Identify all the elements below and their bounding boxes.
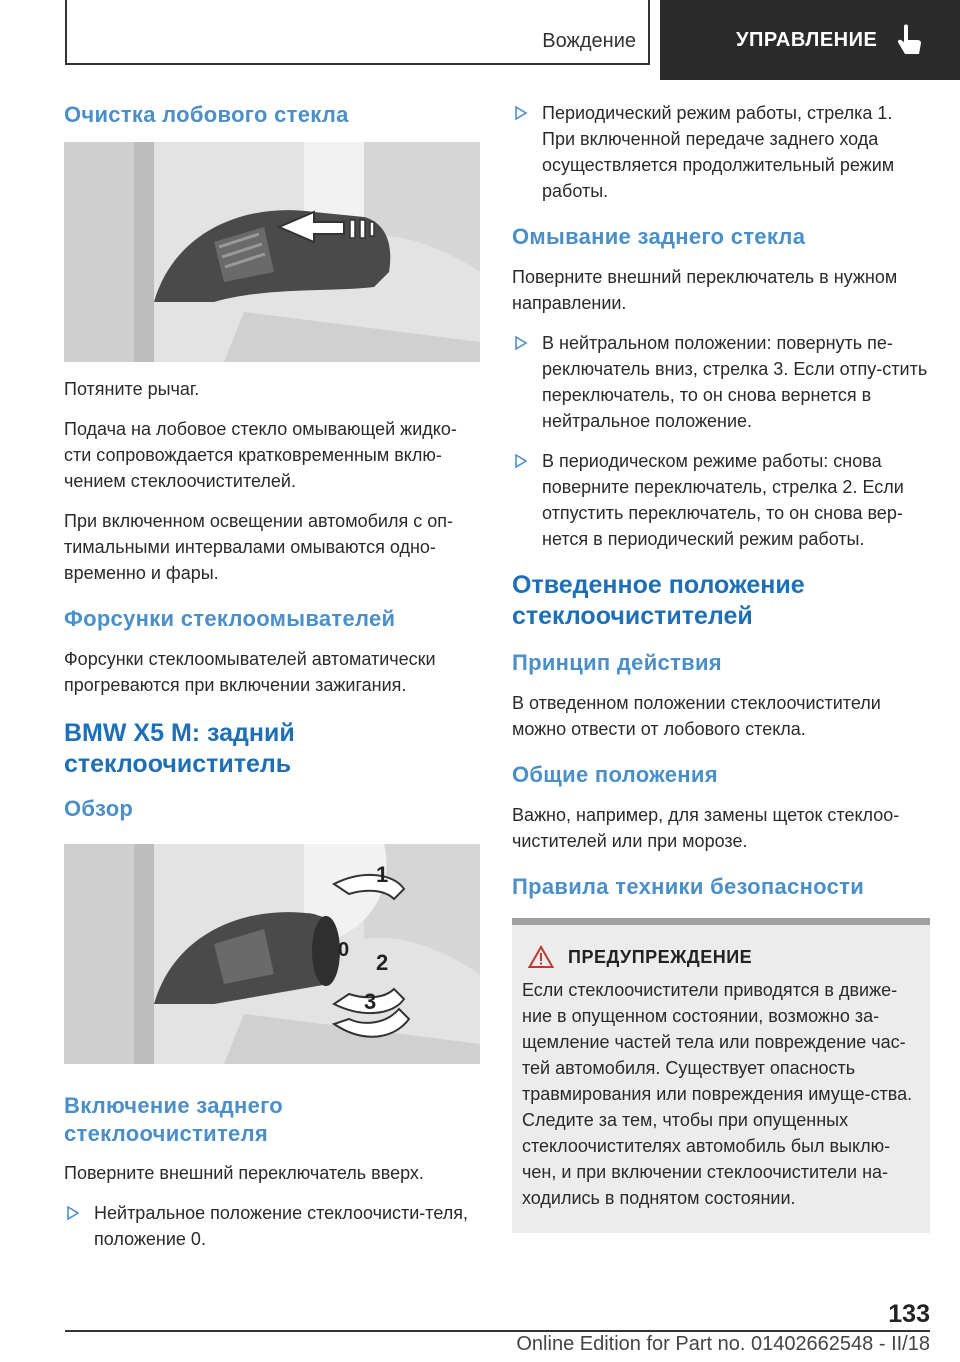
triangle-bullet-icon — [514, 454, 528, 468]
chapter-title: Вождение — [542, 30, 636, 52]
heading-rear-wiper: BMW X5 M: задний стеклоочиститель — [64, 719, 295, 778]
paragraph-pull-lever: Потяните рычаг. — [64, 379, 200, 399]
paragraph-general: Важно, например, для замены щеток стеклоо-чистителей или при морозе. — [512, 805, 900, 851]
heading-windshield-cleaning: Очистка лобового стекла — [64, 102, 349, 127]
paragraph-washer-fluid: Подача на лобовое стекло омывающей жидко-сти сопровождается кратковременным вклю-чением стеклоочистителей. — [64, 419, 457, 491]
paragraph-turn-up: Поверните внешний переключатель вверх. — [64, 1163, 424, 1183]
section-tab-label: УПРАВЛЕНИЕ — [736, 29, 878, 51]
heading-principle: Принцип действия — [512, 650, 722, 675]
bullet-neutral-position: Нейтральное положение стеклоочисти-теля, положение 0. — [64, 1200, 482, 1252]
bullet-intermittent-mode: Периодический режим работы, стрелка 1. При включенной передаче заднего хода осуществляется продолжительный режим работы. — [512, 100, 930, 204]
heading-overview: Обзор — [64, 796, 134, 821]
section-tab — [660, 0, 960, 80]
heading-folded-position: Отведенное положение стеклоочистителей — [512, 571, 805, 630]
warning-text: Если стеклоочистители приводятся в движе-ние в опущенном состоянии, возможно за-щемление частей тела или повреждение час-тей автомобиля. Существует опасность травмирования или повреждения имуще-ства. Следите за тем, чтобы при опущенных стеклоочистителях автомобиль был выклю-чен, и при включении стеклоочистители на-ходились в поднятом состоянии. — [522, 980, 913, 1208]
figure-rear-wiper-switch — [64, 844, 480, 1064]
bullet-neutral-turn-down: В нейтральном положении: повернуть пе-реключатель вниз, стрелка 3. Если отпу-стить переключатель, то он снова вернется в нейтральное положение. — [512, 330, 930, 434]
paragraph-principle: В отведенном положении стеклоочистители можно отвести от лобового стекла. — [512, 693, 881, 739]
left-column — [64, 100, 482, 1266]
figure-wiper-lever-pull — [64, 142, 480, 362]
paragraph-headlight-washing: При включенном освещении автомобиля с оп-тимальными интервалами омываются одно-временно и фары. — [64, 511, 453, 583]
right-column — [512, 100, 930, 1233]
warning-title: ПРЕДУПРЕЖДЕНИЕ — [568, 946, 753, 967]
position-label-0: 0 — [338, 939, 350, 961]
heading-general: Общие положения — [512, 762, 718, 787]
warning-triangle-icon — [528, 945, 554, 969]
pointing-hand-icon — [896, 24, 924, 58]
warning-box — [512, 918, 930, 1233]
heading-safety: Правила техники безопасности — [512, 874, 865, 899]
paragraph-washer-jets: Форсунки стеклоомывателей автоматически прогреваются при включении зажигания. — [64, 649, 436, 695]
triangle-bullet-icon — [514, 106, 528, 120]
position-label-3: 3 — [364, 989, 377, 1014]
position-label-1: 1 — [376, 862, 389, 887]
footer-edition: Online Edition for Part no. 01402662548 - II/18 — [516, 1333, 930, 1355]
heading-rear-wiper-on: Включение заднего стеклоочистителя — [64, 1093, 284, 1146]
footer-divider — [65, 1330, 930, 1332]
heading-rear-washing: Омывание заднего стекла — [512, 224, 806, 249]
triangle-bullet-icon — [514, 336, 528, 350]
heading-washer-jets: Форсунки стеклоомывателей — [64, 606, 396, 631]
paragraph-rear-washing: Поверните внешний переключатель в нужном направлении. — [512, 267, 898, 313]
position-label-2: 2 — [376, 950, 389, 975]
page-number: 133 — [888, 1300, 930, 1328]
warning-header — [522, 945, 918, 969]
bullet-intermittent-turn: В периодическом режиме работы: снова поверните переключатель, стрелка 2. Если отпустить переключатель, то он снова вер-нется в периодический режим работы. — [512, 448, 930, 552]
triangle-bullet-icon — [66, 1206, 80, 1220]
page-header-frame — [65, 0, 650, 65]
